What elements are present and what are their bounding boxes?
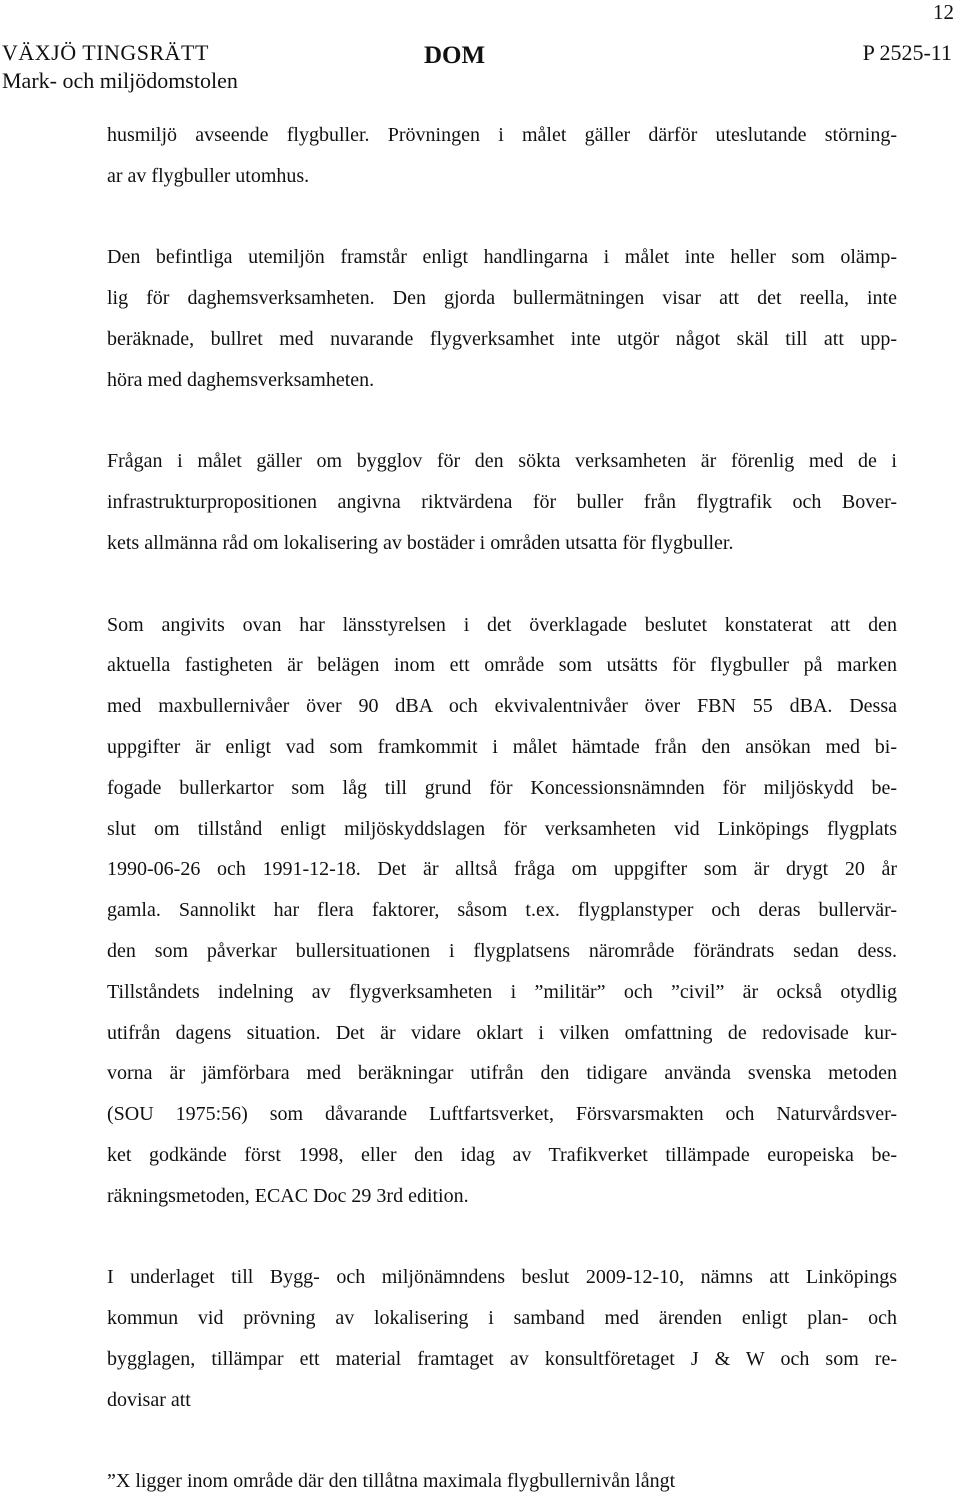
- court-name: VÄXJÖ TINGSRÄTT: [2, 40, 209, 65]
- text-line: räkningsmetoden, ECAC Doc 29 3rd edition.: [107, 1184, 469, 1207]
- text-line: utifrån dagens situation. Det är vidare oklart i vilken omfattning de redovisade kur-: [107, 1021, 897, 1044]
- paragraph: [107, 115, 897, 197]
- quote-paragraph: [107, 1461, 897, 1502]
- text-line: dovisar att: [107, 1388, 191, 1411]
- text-line: husmiljö avseende flygbuller. Prövningen i målet gäller därför uteslutande störning-: [107, 124, 897, 146]
- text-line: gamla. Sannolikt har flera faktorer, såsom t.ex. flygplanstyper och deras bullervär-: [107, 899, 897, 922]
- document-body: [107, 115, 897, 1502]
- text-line: kommun vid prövning av lokalisering i samband med ärenden enligt plan- och: [107, 1307, 897, 1330]
- text-line: (SOU 1975:56) som dåvarande Luftfartsverket, Försvarsmakten och Naturvårdsver-: [107, 1103, 897, 1126]
- paragraph: [107, 441, 897, 563]
- text-line: Den befintliga utemiljön framstår enligt handlingarna i målet inte heller som olämp-: [107, 246, 897, 269]
- text-line: aktuella fastigheten är belägen inom ett område som utsätts för flygbuller på marken: [107, 654, 897, 677]
- page-number: 12: [933, 0, 954, 24]
- court-division: Mark- och miljödomstolen: [2, 68, 238, 93]
- text-line: ”X ligger inom område där den tillåtna maximala flygbullernivån långt: [107, 1470, 676, 1493]
- text-line: ar av flygbuller utomhus.: [107, 164, 310, 187]
- text-line: uppgifter är enligt vad som framkommit i målet hämtade från den ansökan med bi-: [107, 735, 897, 758]
- text-line: ket godkände först 1998, eller den idag av Trafikverket tillämpade europeiska be-: [107, 1143, 897, 1166]
- text-line: höra med daghemsverksamheten.: [107, 368, 375, 391]
- text-line: 1990-06-26 och 1991-12-18. Det är alltså fråga om uppgifter som är drygt 20 år: [107, 858, 897, 881]
- text-line: kets allmänna råd om lokalisering av bostäder i områden utsatta för flygbuller.: [107, 531, 734, 554]
- paragraph: [107, 1257, 897, 1420]
- text-line: Som angivits ovan har länsstyrelsen i det överklagade beslutet konstaterat att den: [107, 613, 897, 636]
- case-number: P 2525-11: [862, 40, 952, 65]
- text-line: Frågan i målet gäller om bygglov för den sökta verksamheten är förenlig med de i: [107, 450, 897, 473]
- text-line: lig för daghemsverksamheten. Den gjorda bullermätningen visar att det reella, inte: [107, 287, 897, 310]
- text-line: bygglagen, tillämpar ett material framtaget av konsultföretaget J & W och som re-: [107, 1347, 897, 1370]
- text-line: infrastrukturpropositionen angivna riktvärdena för buller från flygtrafik och Bover-: [107, 491, 897, 514]
- text-line: fogade bullerkartor som låg till grund för Koncessionsnämnden för miljöskydd be-: [107, 776, 897, 799]
- text-line: beräknade, bullret med nuvarande flygverksamhet inte utgör något skäl till att upp-: [107, 327, 897, 350]
- text-line: den som påverkar bullersituationen i flygplatsens närområde förändrats sedan dess.: [107, 939, 897, 962]
- paragraph: [107, 237, 897, 400]
- text-line: slut om tillstånd enligt miljöskyddslagen för verksamheten vid Linköpings flygplats: [107, 817, 897, 840]
- text-line: I underlaget till Bygg- och miljönämndens beslut 2009-12-10, nämns att Linköpings: [107, 1266, 897, 1289]
- document-header: [2, 40, 952, 98]
- document-type: DOM: [424, 42, 486, 69]
- text-line: vorna är jämförbara med beräkningar utifrån den tidigare använda svenska metoden: [107, 1062, 897, 1085]
- text-line: med maxbullernivåer över 90 dBA och ekvivalentnivåer över FBN 55 dBA. Dessa: [107, 695, 897, 718]
- text-line: Tillståndets indelning av flygverksamheten i ”militär” och ”civil” är också otydlig: [107, 980, 897, 1003]
- paragraph: [107, 605, 897, 1217]
